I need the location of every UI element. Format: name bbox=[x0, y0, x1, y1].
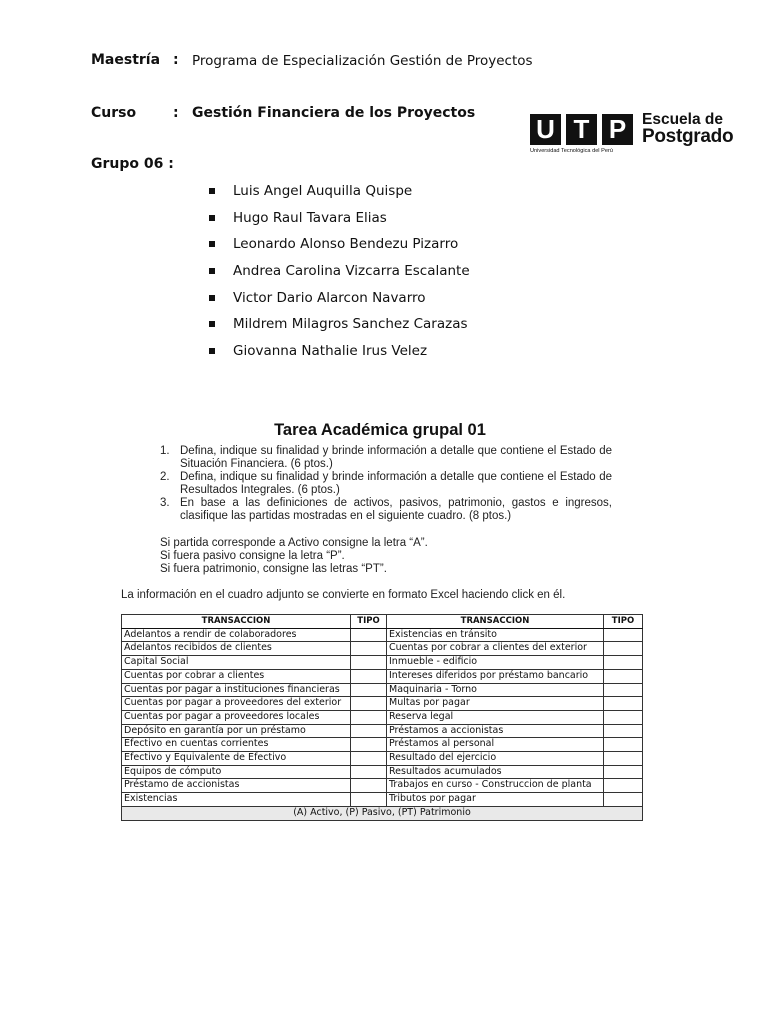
bullet-icon bbox=[209, 215, 215, 221]
member-name: Victor Dario Alarcon Navarro bbox=[233, 289, 426, 306]
tipo-cell[interactable] bbox=[604, 765, 643, 779]
transaction-cell: Préstamos a accionistas bbox=[387, 724, 604, 738]
member-item bbox=[206, 290, 470, 317]
transaction-cell: Adelantos a rendir de colaboradores bbox=[122, 628, 351, 642]
logo-letter-u: U bbox=[530, 114, 561, 145]
tipo-cell[interactable] bbox=[351, 779, 387, 793]
transaction-cell: Resultados acumulados bbox=[387, 765, 604, 779]
grupo-label: Grupo 06 : bbox=[91, 156, 174, 172]
bullet-icon bbox=[209, 188, 215, 194]
member-item bbox=[206, 183, 470, 210]
maestria-value: Programa de Especialización Gestión de Proyectos bbox=[192, 53, 533, 69]
tipo-cell[interactable] bbox=[604, 669, 643, 683]
tipo-cell[interactable] bbox=[604, 628, 643, 642]
table-row bbox=[122, 738, 643, 752]
tipo-cell[interactable] bbox=[604, 642, 643, 656]
tipo-cell[interactable] bbox=[604, 710, 643, 724]
question-item bbox=[160, 471, 620, 499]
tipo-cell[interactable] bbox=[351, 669, 387, 683]
table-legend: (A) Activo, (P) Pasivo, (PT) Patrimonio bbox=[122, 806, 643, 820]
table-row bbox=[122, 779, 643, 793]
bullet-icon bbox=[209, 268, 215, 274]
tipo-cell[interactable] bbox=[351, 724, 387, 738]
tipo-cell[interactable] bbox=[351, 683, 387, 697]
note-line: Si fuera pasivo consigne la letra “P”. bbox=[160, 550, 345, 562]
transaction-cell: Cuentas por cobrar a clientes del exterior bbox=[387, 642, 604, 656]
utp-logo bbox=[528, 110, 743, 160]
question-number: 3. bbox=[160, 497, 170, 509]
logo-line1: Escuela de bbox=[642, 111, 723, 128]
transaction-cell: Existencias en tránsito bbox=[387, 628, 604, 642]
member-item bbox=[206, 236, 470, 263]
table-row bbox=[122, 710, 643, 724]
table-row bbox=[122, 793, 643, 807]
transaction-cell: Efectivo y Equivalente de Efectivo bbox=[122, 752, 351, 766]
tipo-cell[interactable] bbox=[604, 793, 643, 807]
table-row bbox=[122, 752, 643, 766]
question-text: En base a las definiciones de activos, pasivos, patrimonio, gastos e ingresos, clasifique las partidas mostradas en el siguiente cuadro. (8 ptos.) bbox=[180, 497, 612, 523]
transaction-cell: Depósito en garantía por un préstamo bbox=[122, 724, 351, 738]
table-row bbox=[122, 724, 643, 738]
transaction-cell: Capital Social bbox=[122, 656, 351, 670]
transaction-cell: Multas por pagar bbox=[387, 697, 604, 711]
col-header-transaccion: TRANSACCION bbox=[387, 615, 604, 629]
bullet-icon bbox=[209, 241, 215, 247]
tipo-cell[interactable] bbox=[604, 724, 643, 738]
excel-info-text: La información en el cuadro adjunto se convierte en formato Excel haciendo click en él. bbox=[121, 589, 566, 601]
transaction-cell: Existencias bbox=[122, 793, 351, 807]
transaction-cell: Resultado del ejercicio bbox=[387, 752, 604, 766]
logo-line2: Postgrado bbox=[642, 126, 734, 147]
table-row bbox=[122, 656, 643, 670]
member-item bbox=[206, 210, 470, 237]
curso-value: Gestión Financiera de los Proyectos bbox=[192, 105, 476, 121]
member-name: Andrea Carolina Vizcarra Escalante bbox=[233, 263, 470, 280]
tipo-cell[interactable] bbox=[604, 697, 643, 711]
maestria-colon: : bbox=[173, 52, 179, 68]
member-item bbox=[206, 316, 470, 343]
transaction-cell: Intereses diferidos por préstamo bancario bbox=[387, 669, 604, 683]
table-footer-row bbox=[122, 806, 643, 820]
note-line: Si fuera patrimonio, consigne las letras “PT”. bbox=[160, 563, 387, 575]
bullet-icon bbox=[209, 295, 215, 301]
question-item bbox=[160, 445, 620, 473]
col-header-transaccion: TRANSACCION bbox=[122, 615, 351, 629]
logo-letter-t: T bbox=[566, 114, 597, 145]
maestria-label: Maestría bbox=[91, 52, 161, 68]
curso-colon: : bbox=[173, 105, 179, 121]
transaction-cell: Cuentas por pagar a instituciones financieras bbox=[122, 683, 351, 697]
curso-label: Curso bbox=[91, 105, 137, 121]
member-name: Giovanna Nathalie Irus Velez bbox=[233, 343, 428, 360]
question-item bbox=[160, 497, 620, 525]
logo-letter-p: P bbox=[602, 114, 633, 145]
transaction-cell: Tributos por pagar bbox=[387, 793, 604, 807]
tipo-cell[interactable] bbox=[604, 738, 643, 752]
col-header-tipo: TIPO bbox=[604, 615, 643, 629]
tipo-cell[interactable] bbox=[604, 656, 643, 670]
logo-subtitle: Universidad Tecnológica del Perú bbox=[530, 148, 613, 154]
transaction-cell: Trabajos en curso - Construccion de planta bbox=[387, 779, 604, 793]
member-name: Luis Angel Auquilla Quispe bbox=[233, 183, 413, 199]
table-row bbox=[122, 669, 643, 683]
question-text: Defina, indique su finalidad y brinde información a detalle que contiene el Estado de Resultados Integrales. (6 ptos.) bbox=[180, 471, 612, 497]
table-header-row bbox=[122, 615, 643, 629]
transaction-cell: Equipos de cómputo bbox=[122, 765, 351, 779]
transaction-cell: Cuentas por pagar a proveedores locales bbox=[122, 710, 351, 724]
table-row bbox=[122, 765, 643, 779]
bullet-icon bbox=[209, 348, 215, 354]
member-item bbox=[206, 343, 470, 370]
question-number: 2. bbox=[160, 471, 170, 483]
tipo-cell[interactable] bbox=[351, 710, 387, 724]
transaction-cell: Reserva legal bbox=[387, 710, 604, 724]
tipo-cell[interactable] bbox=[351, 738, 387, 752]
tipo-cell[interactable] bbox=[351, 793, 387, 807]
transaction-cell: Efectivo en cuentas corrientes bbox=[122, 738, 351, 752]
tipo-cell[interactable] bbox=[604, 683, 643, 697]
table-row bbox=[122, 628, 643, 642]
table-row bbox=[122, 642, 643, 656]
col-header-tipo: TIPO bbox=[351, 615, 387, 629]
table-row bbox=[122, 697, 643, 711]
transaction-cell: Cuentas por pagar a proveedores del exterior bbox=[122, 697, 351, 711]
transaction-cell: Inmueble - edificio bbox=[387, 656, 604, 670]
question-number: 1. bbox=[160, 445, 170, 457]
transaction-cell: Préstamos al personal bbox=[387, 738, 604, 752]
tipo-cell[interactable] bbox=[604, 752, 643, 766]
member-name: Mildrem Milagros Sanchez Carazas bbox=[233, 316, 468, 333]
classification-table[interactable] bbox=[121, 614, 643, 821]
tipo-cell[interactable] bbox=[604, 779, 643, 793]
table-row bbox=[122, 683, 643, 697]
tipo-cell[interactable] bbox=[351, 752, 387, 766]
note-line: Si partida corresponde a Activo consigne la letra “A”. bbox=[160, 537, 428, 549]
tipo-cell[interactable] bbox=[351, 697, 387, 711]
transaction-cell: Adelantos recibidos de clientes bbox=[122, 642, 351, 656]
task-title: Tarea Académica grupal 01 bbox=[274, 421, 486, 439]
bullet-icon bbox=[209, 321, 215, 327]
transaction-cell: Cuentas por cobrar a clientes bbox=[122, 669, 351, 683]
tipo-cell[interactable] bbox=[351, 656, 387, 670]
tipo-cell[interactable] bbox=[351, 642, 387, 656]
tipo-cell[interactable] bbox=[351, 628, 387, 642]
question-text: Defina, indique su finalidad y brinde información a detalle que contiene el Estado de Situación Financiera. (6 ptos.) bbox=[180, 445, 612, 471]
member-item bbox=[206, 263, 470, 290]
group-members-list bbox=[206, 183, 470, 370]
member-name: Leonardo Alonso Bendezu Pizarro bbox=[233, 236, 459, 253]
tipo-cell[interactable] bbox=[351, 765, 387, 779]
member-name: Hugo Raul Tavara Elias bbox=[233, 209, 387, 226]
transaction-cell: Maquinaria - Torno bbox=[387, 683, 604, 697]
transaction-cell: Préstamo de accionistas bbox=[122, 779, 351, 793]
